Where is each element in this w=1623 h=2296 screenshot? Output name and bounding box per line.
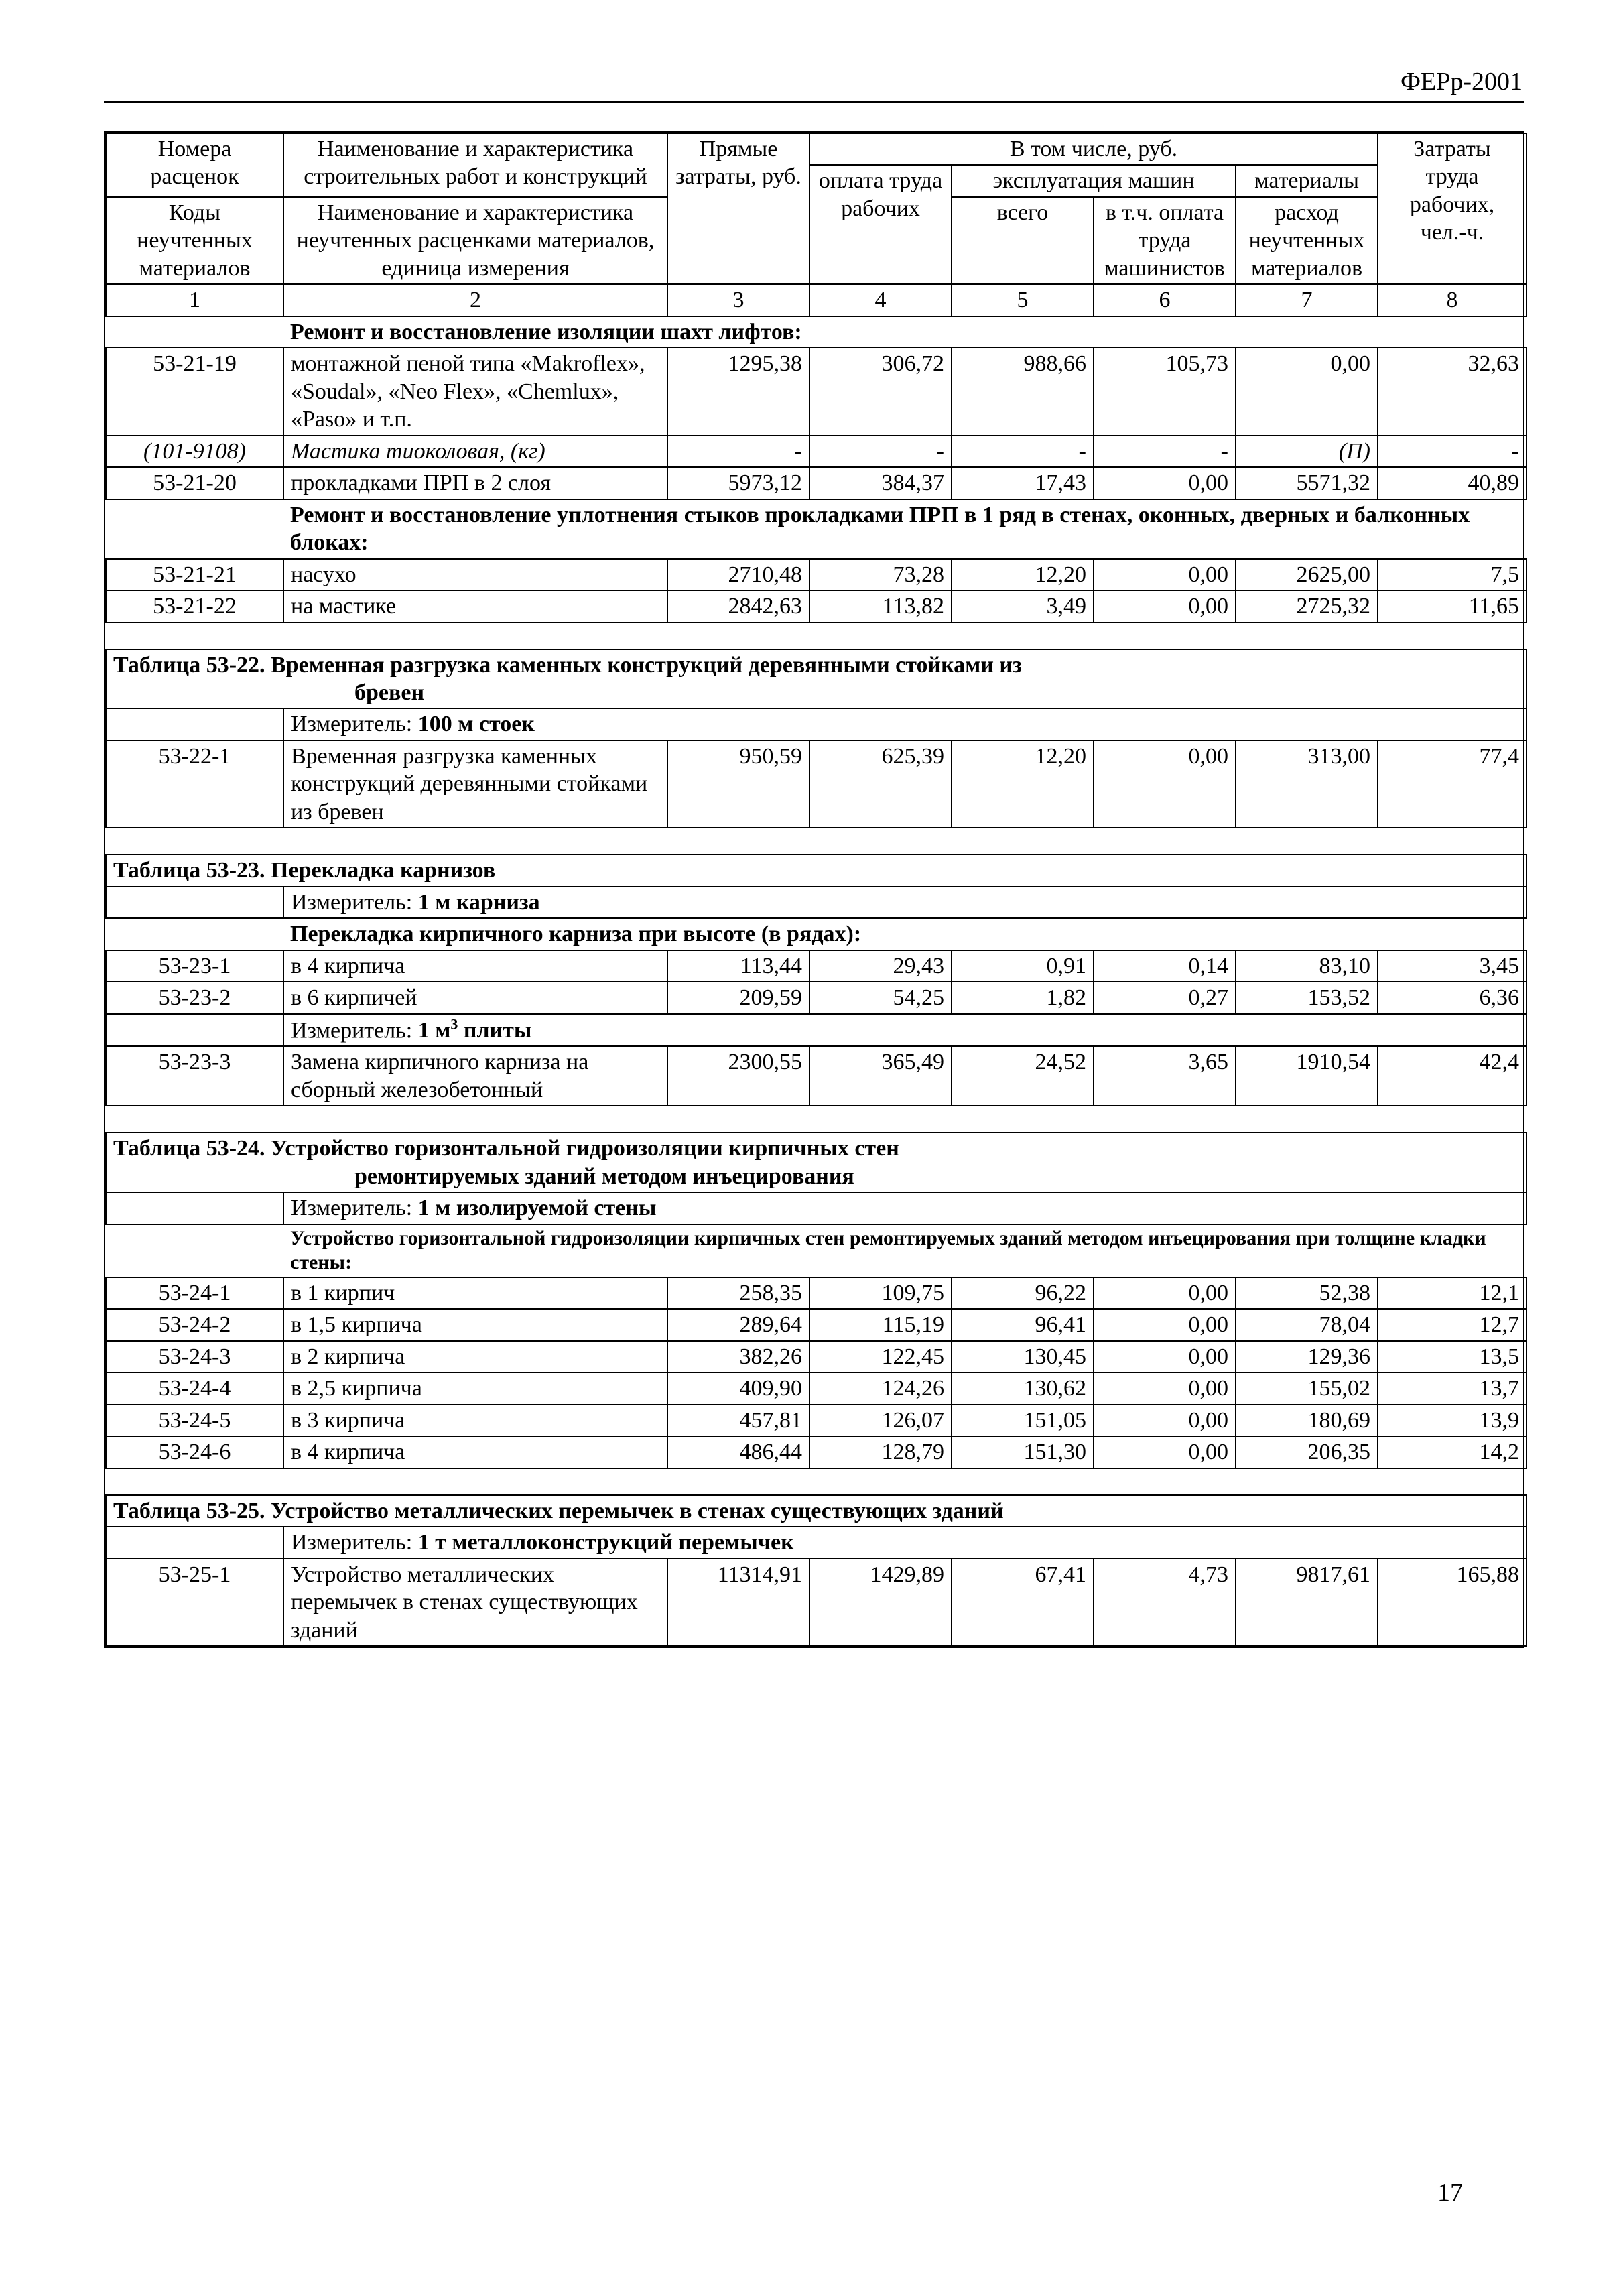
material-name: Мастика тиоколовая, (кг) [283,436,667,467]
labor-hours: 14,2 [1378,1436,1527,1468]
machines-total: 0,91 [952,950,1094,982]
table-title: Перекладка карнизов [271,858,496,883]
labor-pay: 625,39 [809,741,952,828]
machines-total: - [952,436,1094,467]
rate-code: 53-21-19 [106,348,283,435]
machinist-pay: 0,00 [1094,741,1236,828]
table-row [106,741,1527,828]
machines-total: 96,41 [952,1309,1094,1340]
page-number: 17 [1437,2179,1463,2207]
labor-pay: 29,43 [809,950,952,982]
measure-row [106,1527,1527,1558]
direct-cost: 382,26 [667,1341,809,1373]
header-row-1 [106,133,1527,165]
labor-hours: 6,36 [1378,982,1527,1013]
rate-name: в 4 кирпича [283,950,667,982]
materials: 153,52 [1236,982,1378,1013]
labor-pay: 113,82 [809,590,952,622]
rate-code: 53-23-3 [106,1046,283,1106]
materials: 206,35 [1236,1436,1378,1468]
machines-total: 130,45 [952,1341,1094,1373]
table-title-53-25 [106,1495,1527,1527]
labor-pay: 124,26 [809,1373,952,1404]
machinist-pay: 0,00 [1094,559,1236,590]
rate-code: 53-24-4 [106,1373,283,1404]
rate-name: монтажной пеной типа «Makroflex», «Soudal», «Neo Flex», «Chemlux», «Paso» и т.п. [283,348,667,435]
materials: 9817,61 [1236,1559,1378,1646]
section-title: Ремонт и восстановление изоляции шахт лифтов: [283,316,1527,348]
header-unrecorded-name: Наименование и характеристика неучтенных расценками материалов, единица измерения [283,197,667,284]
header-machinist-pay: в т.ч. оплата труда машинистов [1094,197,1236,284]
labor-hours: 7,5 [1378,559,1527,590]
measure-label: Измеритель: [291,1530,413,1555]
table-row [106,982,1527,1013]
measure-label: Измеритель: [291,889,413,915]
section-row [106,1224,1527,1277]
document-code: ФЕРр-2001 [1400,68,1522,96]
materials: 313,00 [1236,741,1378,828]
machinist-pay: 3,65 [1094,1046,1236,1106]
rate-code: 53-23-2 [106,982,283,1013]
rate-name: в 4 кирпича [283,1436,667,1468]
direct-cost: - [667,436,809,467]
machinist-pay: 4,73 [1094,1559,1236,1646]
material-row [106,436,1527,467]
materials: 155,02 [1236,1373,1378,1404]
machinist-pay: 0,00 [1094,1277,1236,1309]
header-index-row [106,284,1527,316]
labor-pay: 54,25 [809,982,952,1013]
header-materials-consumption: расход неучтенных материалов [1236,197,1378,284]
section-title: Перекладка кирпичного карниза при высоте (в рядах): [283,918,1527,950]
table-row [106,559,1527,590]
machinist-pay: 0,00 [1094,1373,1236,1404]
machines-total: 3,49 [952,590,1094,622]
machines-total: 17,43 [952,467,1094,499]
rate-code: 53-21-21 [106,559,283,590]
measure-label: Измеритель: [291,1196,413,1221]
measure-label: Измеритель: [291,712,413,737]
index-cell: 4 [809,284,952,316]
machinist-pay: 0,00 [1094,590,1236,622]
labor-hours: 13,5 [1378,1341,1527,1373]
labor-hours: 12,1 [1378,1277,1527,1309]
header-unrecorded-codes: Коды неучтенных материалов [106,197,283,284]
rate-name: прокладками ПРП в 2 слоя [283,467,667,499]
measure-value: 1 $м^3$ плиты [417,1015,532,1043]
header-rule [104,101,1524,103]
rate-name: в 2 кирпича [283,1341,667,1373]
labor-hours: 11,65 [1378,590,1527,622]
labor-pay: 109,75 [809,1277,952,1309]
measure-label: Измеритель: [291,1017,413,1043]
measure-value: 1 м изолируемой стены [417,1196,657,1221]
header-rate-number: Номера расценок [106,133,283,197]
table-row [106,1341,1527,1373]
rates-table [105,133,1527,1647]
materials: 5571,32 [1236,467,1378,499]
materials: 0,00 [1236,348,1378,435]
materials: 83,10 [1236,950,1378,982]
materials: (П) [1236,436,1378,467]
table-row [106,590,1527,622]
labor-pay: 365,49 [809,1046,952,1106]
index-cell: 5 [952,284,1094,316]
rate-code: 53-21-20 [106,467,283,499]
table-row [106,950,1527,982]
rate-name: Замена кирпичного карниза на сборный железобетонный [283,1046,667,1106]
machinist-pay: 0,00 [1094,1309,1236,1340]
header-including: В том числе, руб. [809,133,1378,165]
machines-total: 151,30 [952,1436,1094,1468]
rate-name: Устройство металлических перемычек в стенах существующих зданий [283,1559,667,1646]
labor-pay: 115,19 [809,1309,952,1340]
labor-hours: 13,7 [1378,1373,1527,1404]
labor-hours: 3,45 [1378,950,1527,982]
materials: 129,36 [1236,1341,1378,1373]
direct-cost: 486,44 [667,1436,809,1468]
table-row [106,1559,1527,1646]
measure-value: 100 м стоек [417,712,535,737]
table-row [106,1277,1527,1309]
rate-code: 53-25-1 [106,1559,283,1646]
labor-pay: 128,79 [809,1436,952,1468]
header-machines: эксплуатация машин [952,165,1236,196]
section-row [106,499,1527,559]
machines-total: 12,20 [952,741,1094,828]
direct-cost: 2300,55 [667,1046,809,1106]
section-title: Ремонт и восстановление уплотнения стыков прокладками ПРП в 1 ряд в стенах, оконных, дверных и балконных блоках: [283,499,1527,559]
rate-name: на мастике [283,590,667,622]
labor-hours: 40,89 [1378,467,1527,499]
machines-total: 1,82 [952,982,1094,1013]
table-label: Таблица 53-22. [113,652,265,678]
index-cell: 2 [283,284,667,316]
header-work-name: Наименование и характеристика строительных работ и конструкций [283,133,667,197]
rate-code: 53-21-22 [106,590,283,622]
rate-name: Временная разгрузка каменных конструкций деревянными стойками из бревен [283,741,667,828]
labor-hours: 13,9 [1378,1405,1527,1436]
table-row [106,467,1527,499]
measure-row [106,708,1527,740]
header-machines-total: всего [952,197,1094,284]
table-title: Временная разгрузка каменных конструкций деревянными стойками из [271,652,1022,678]
labor-pay: 73,28 [809,559,952,590]
table-title: Устройство горизонтальной гидроизоляции кирпичных стен [271,1136,899,1161]
machinist-pay: 0,00 [1094,1436,1236,1468]
section-title: Устройство горизонтальной гидроизоляции кирпичных стен ремонтируемых зданий методом инъецирования при толщине кладки стены: [283,1224,1527,1277]
labor-hours: 32,63 [1378,348,1527,435]
table-title: Устройство металлических перемычек в стенах существующих зданий [271,1498,1004,1523]
direct-cost: 209,59 [667,982,809,1013]
rate-code: 53-24-1 [106,1277,283,1309]
labor-pay: - [809,436,952,467]
machinist-pay: - [1094,436,1236,467]
measure-row [106,1014,1527,1047]
measure-row [106,1192,1527,1224]
materials: 2625,00 [1236,559,1378,590]
header-materials: материалы [1236,165,1378,196]
direct-cost: 409,90 [667,1373,809,1404]
machines-total: 12,20 [952,559,1094,590]
machines-total: 24,52 [952,1046,1094,1106]
machinist-pay: 0,00 [1094,467,1236,499]
table-row [106,1405,1527,1436]
materials: 78,04 [1236,1309,1378,1340]
index-cell: 1 [106,284,283,316]
direct-cost: 950,59 [667,741,809,828]
table-title-continued: ремонтируемых зданий методом инъецирования [354,1163,854,1189]
labor-pay: 384,37 [809,467,952,499]
section-row [106,918,1527,950]
labor-pay: 126,07 [809,1405,952,1436]
header-direct-costs: Прямые затраты, руб. [667,133,809,284]
measure-row [106,887,1527,918]
index-cell: 8 [1378,284,1527,316]
measure-value: 1 м карниза [417,889,540,915]
direct-cost: 2842,63 [667,590,809,622]
rate-name: насухо [283,559,667,590]
table-row [106,348,1527,435]
direct-cost: 5973,12 [667,467,809,499]
labor-hours: 42,4 [1378,1046,1527,1106]
table-title-53-23 [106,854,1527,886]
table-row [106,1309,1527,1340]
index-cell: 7 [1236,284,1378,316]
labor-pay: 306,72 [809,348,952,435]
materials: 52,38 [1236,1277,1378,1309]
machines-total: 96,22 [952,1277,1094,1309]
rate-name: в 2,5 кирпича [283,1373,667,1404]
rate-code: 53-24-5 [106,1405,283,1436]
labor-hours: 77,4 [1378,741,1527,828]
machinist-pay: 105,73 [1094,348,1236,435]
rate-code: 53-24-2 [106,1309,283,1340]
materials: 180,69 [1236,1405,1378,1436]
machinist-pay: 0,00 [1094,1405,1236,1436]
header-labor-cost: Затраты труда рабочих, чел.-ч. [1378,133,1527,284]
table-title-53-24 [106,1133,1527,1192]
materials: 2725,32 [1236,590,1378,622]
table-title-53-22 [106,649,1527,709]
machines-total: 67,41 [952,1559,1094,1646]
rate-name: в 6 кирпичей [283,982,667,1013]
rate-name: в 1,5 кирпича [283,1309,667,1340]
machinist-pay: 0,27 [1094,982,1236,1013]
table-label: Таблица 53-24. [113,1136,265,1161]
rate-name: в 3 кирпича [283,1405,667,1436]
table-label: Таблица 53-25. [113,1498,265,1523]
rates-table-frame [104,131,1524,1648]
machines-total: 130,62 [952,1373,1094,1404]
labor-pay: 122,45 [809,1341,952,1373]
machinist-pay: 0,00 [1094,1341,1236,1373]
labor-pay: 1429,89 [809,1559,952,1646]
table-row [106,1436,1527,1468]
labor-hours: 165,88 [1378,1559,1527,1646]
machines-total: 151,05 [952,1405,1094,1436]
direct-cost: 11314,91 [667,1559,809,1646]
machinist-pay: 0,14 [1094,950,1236,982]
index-cell: 3 [667,284,809,316]
rate-code: 53-24-3 [106,1341,283,1373]
direct-cost: 1295,38 [667,348,809,435]
measure-value: 1 т металлоконструкций перемычек [417,1530,794,1555]
section-row [106,316,1527,348]
direct-cost: 289,64 [667,1309,809,1340]
rate-code: 53-22-1 [106,741,283,828]
material-code: (101-9108) [106,436,283,467]
table-row [106,1046,1527,1106]
table-title-continued: бревен [354,680,425,705]
labor-hours: - [1378,436,1527,467]
rate-code: 53-24-6 [106,1436,283,1468]
labor-hours: 12,7 [1378,1309,1527,1340]
index-cell: 6 [1094,284,1236,316]
direct-cost: 113,44 [667,950,809,982]
direct-cost: 258,35 [667,1277,809,1309]
machines-total: 988,66 [952,348,1094,435]
materials: 1910,54 [1236,1046,1378,1106]
rate-name: в 1 кирпич [283,1277,667,1309]
direct-cost: 2710,48 [667,559,809,590]
direct-cost: 457,81 [667,1405,809,1436]
table-label: Таблица 53-23. [113,858,265,883]
rate-code: 53-23-1 [106,950,283,982]
header-labor-pay: оплата труда рабочих [809,165,952,284]
table-row [106,1373,1527,1404]
